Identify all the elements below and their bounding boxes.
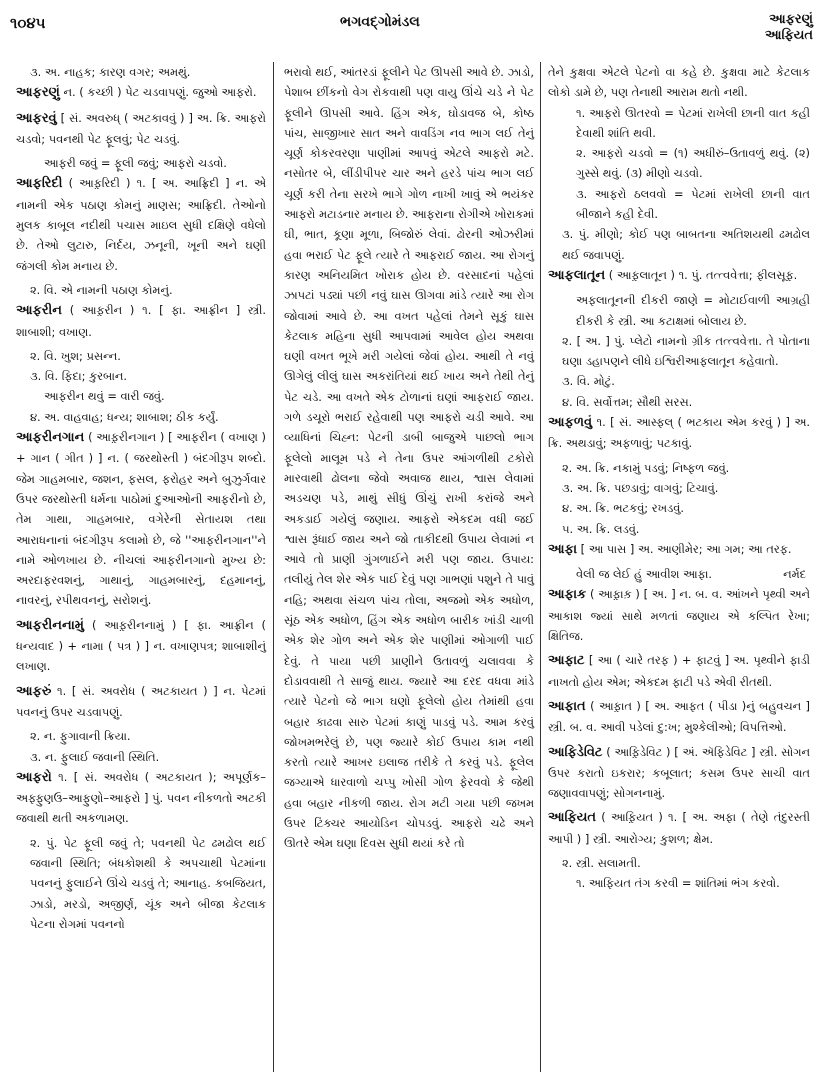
sense-line: ૨. સ્ત્રી. સલામતી. (562, 855, 641, 870)
definition-text: ( આફ઼ાક઼ ) [ અ. ] ન. બ. વ. આંખને પૃથ્વી અને આકાશ જ્યાં સાથે મળતાં જણાય એ કલ્પિત રેખા; ક્ષિતિજ. (548, 587, 810, 644)
definition-text: ૧. [ સં. આસ્ફલ્ ( ભટકાય એમ કરવું ) ] અ. ક્રિ. અથડાવું; અફળાવું; પટકાવું. (548, 415, 810, 451)
sense-line: ૨. ન. ફુગાવાની ક્રિયા. (30, 729, 131, 744)
headword: આફાક (548, 587, 587, 603)
headword: આફરો (16, 769, 52, 785)
dictionary-entry (16, 427, 266, 611)
dictionary-entry (16, 173, 266, 275)
sense-line: ૪. વિ. સર્વોત્તમ; સૌથી સરસ. (562, 394, 693, 409)
sense-line: ૨. [ અ. ] પું. પ્લેટો નામનો ગ્રીક તત્ત્વવેત્તા. તે પોતાના ઘણા ડહાપણને લીધે ઇશ્વિરીઆફલાતૂન કહેવાતો. (562, 333, 810, 369)
sense-line: ૨. પું. પેટ ફૂલી જવું તે; પવનથી પેટ ઢમઢોલ થઈ જવાની સ્થિતિ; બંધકોશથી કે અપચાથી પેટમાંના પવનનું ફુલાઈને ઊંચે ચડવું તે; આનાહ. કબજિયત, ઝાડો, મરડો, અજીર્ણ, ચૂંક અને બીજા કેટલાક પેટના રોગમાં પવનનો (30, 835, 266, 931)
definition-text: ( આફ઼િડેવિટ ) [ અં. ઍફિડેવિટ ] સ્ત્રી. સોગન ઉપર કરાતો ઇકરાર; કબૂલાત; કસમ ઉપર સાચી વાત જણાવવાપણું; સોગનનામું. (548, 744, 810, 801)
dictionary-entry (548, 696, 810, 738)
idiom-line: ૨. આફરો ચડવો = (૧) અધીરું–ઉતાવળું થવું. (૨) ગુસ્સે થવું. (૩) મીણો ચડવો. (576, 146, 810, 181)
idiom-line: આફરી જવું = ફૂલી જવું; આફરો ચડવો. (44, 156, 227, 171)
dictionary-entry (16, 681, 266, 723)
dictionary-entry (16, 767, 266, 829)
sense-line: ૪. અ. ક્રિ. ભટકવું; રખડવું. (562, 501, 684, 516)
sense-line: ૩. વિ. ફિદા; કુરબાન. (30, 369, 128, 384)
page-header (0, 8, 825, 48)
definition-text: ( આફ઼રીનગાન ) [ આફરીન ( વખાણ ) + ગાન ( ગીત ) ] ન. ( જરથોસ્તી ) બંદગીરૂપ શબ્દો. જેમ ગાહમબાર, જશન, ફસલ, ફરોહર અને બુઝુર્ગવાર ઉપર જરથોસ્તી ધર્મના પાઠોમાં દુઆઓની આફરીનો છે, તેમ ગાથા, ગાહમબાર, વગેરેની સેતાયશ તથા આરાધનાનાં બંદગીરૂપ કલામો છે, જે ''આફરીનગાન''ને નામે ઓળખાય છે. નીચલાં આફરીનગાનો મુખ્ય છે: અરદાફરવશનું, ગાથાનું, ગાહમબારનું, દહમાનનું, નાવરનું, રપીથવનનું, સરોશનું. (16, 430, 266, 608)
running-title: ભગવદ્ગોમંડલ (340, 14, 420, 30)
headword: આફાટ (548, 653, 585, 669)
headword: આફરીન (16, 303, 62, 319)
citation-source: નર્મદ (783, 567, 806, 582)
paragraph: તેને કુક્ષવા એટલે પેટનો વા કહે છે. કુક્ષવા માટે કેટલાક લોકો ડામે છે, પણ તેનાથી આરામ થતો નથી. (548, 65, 810, 100)
guide-word-first: આફરણું (769, 12, 813, 27)
sense-line: ૪. અ. વાહવાહ; ધન્ય; શાબાશ; ઠીક કર્યું. (30, 409, 219, 424)
headword: આફરણું (16, 85, 60, 101)
citation (548, 564, 810, 584)
sense-line: ૩. અ. નાહક; કારણ વગર; અમથું. (30, 65, 191, 79)
headword: આફલાતૂન (548, 267, 606, 283)
sense-line: ૩. ન. ફુલાઈ જવાની સ્થિતિ. (30, 749, 160, 764)
dictionary-entry (16, 615, 266, 677)
definition-text: ( આફ઼રીન ) ૧. [ ફા. આફ્રીન ] સ્ત્રી. શાબાશી; વખાણ. (16, 303, 266, 339)
guide-words (765, 12, 813, 44)
column-divider (540, 62, 541, 1072)
definition-text: ( આફ઼રીનનામું ) [ ફા. આફ્રીન ( ધન્યવાદ ) + નામા ( પત્ર ) ] ન. વખાણપત્ર; શાબાશીનું લખાણ. (16, 617, 266, 674)
citation-text: વેલી જ લેઈ હું આવીશ આફા. (576, 567, 713, 582)
definition-text: ( આફ઼ાત ) [ અ. આફત ( પીડા )નું બહુવચન ] સ્ત્રી. બ. વ. આવી પડેલાં દુ:ખ; મુશ્કેલીઓ; વિપત્તિઓ. (548, 698, 810, 735)
dictionary-entry (16, 300, 266, 342)
dictionary-entry (548, 539, 810, 560)
definition-text: [ આ ( ચારે તરફ ) + ફાટવું ] અ. પૃથ્વીને ફાડી નાખતો હોય એમ; એકદમ ફાટી પડે એવી રીતથી. (548, 653, 810, 689)
definition-text: ( આફ઼િયત ) ૧. [ અ. અફા ( તેણે તંદુરસ્તી આપી ) ] સ્ત્રી. આરોગ્ય; કુશળ; ક્ષેમ. (548, 810, 810, 846)
sense-line: ૩. અ. ક્રિ. પછડાવું; વાગવું; ટિચાવું. (562, 480, 719, 495)
definition-text: ૧. [ સં. અવરોધ ( અટકાયત ); અપૂર્ણક–અફ્ફુણઉ–આફુણો–આફરો ] પું. પવન નીકળતો અટકી જવાથી થતી અકળામણ. (16, 769, 266, 826)
sense-line: ૩. વિ. મોટું. (562, 374, 615, 389)
dictionary-entry (548, 412, 810, 454)
dictionary-entry (548, 584, 810, 646)
headword: આફરીનનામું (16, 617, 84, 633)
sense-line: ૨. વિ. ખુશ; પ્રસન્ન. (30, 348, 121, 363)
column-left (16, 62, 266, 934)
dictionary-entry (16, 108, 266, 150)
idiom-line: અફલાતૂનની દીકરી જાણે = મોટાઈવાળી આગ્રહી દીકરી કે સ્ત્રી. આ કટાક્ષમાં બોલાય છે. (576, 293, 810, 328)
paragraph: ભરાવો થઈ, આંતરડાં ફૂલીને પેટ ઊપસી આવે છે. ઝાડો, પેશાબ છીંકનો વેગ રોકવાથી પણ વાયુ ઊંચે ચડે ને પેટ ફૂલીને ઊપસી આવે. હિંગ એક, ઘોડાવજ બે, કોષ્ઠ પાંચ, સાજીખાર સાત અને વાવડિંગ નવ ભાગ લઈ તેનું ચૂર્ણ કોકરવરણા પાણીમાં આપવું એટલે આફરો મટે. નસોતર બે, લીંડીપીપર ચાર અને હરડે પાંચ ભાગ લઈ ચૂર્ણ કરી તેના સરખે ભાગે ગોળ નાખી ખાવું એ ભયંકર આફરો મટાડનાર મનાય છે. આફરાના રોગીએ ખોરાકમાં ઘી, ભાત, કૂણા મૂળા, બિજોરું લેવાં. ઢોરની ઓઝરીમાં હવા ભરાઈ પેટ ફૂલે ત્યારે તે આફરાઈ જાય. આ રોગનું કારણ અનિયમિત ખોરાક હોય છે. વરસાદનાં પહેલાં ઝાપટાં પડ્યાં પછી નવું ઘાસ ઊગવા માંડે ત્યારે આ રોગ જોવામાં આવે છે. આ વખત પહેલાં તેમને સૂકું ઘાસ કેટલાક મહિના સુધી આપવામાં આવેલ હોય અથવા ઘણી વખત ભૂખે મરી ગયેલાં જેવાં હોય. આથી તે નવું ઊગેલું લીલું ઘાસ અકરાંતિયાં થઈ ખાય અને તેથી તેનું પેટ ચડે. આ વખતે એક ટોળાનાં ઘણાં આફરાઈ જાય. ગળે ડચૂરો ભરાઈ રહેવાથી પણ આફરો ચડી આવે. આ વ્યાધિનાં ચિહ્ન: પેટની ડાબી બાજુએ પાછલો ભાગ ફૂલેલો માલૂમ પડે ને તેના ઉપર આંગળીથી ટકોરો મારવાથી ઢોલના જેવો અવાજ થાય, શ્વાસ લેવામાં અડચણ પડે, માથું સીધું ઊંચું રાખી કરાંજે અને અકડાઈ ગયેલું જણાય. આફરો એકદમ વધી જઈ શ્વાસ રૂંધાઈ જાય અને જો તાકીદથી ઉપાય લેવામાં ન આવે તો પ્રાણી ગુંગળાઈને મરી પણ જાય. ઉપાય: તલીયું તેલ શેર એક પાઈ દેવું પણ ગાભણાં પશુને તે પાવું નહિ; અથવા સંચળ પાંચ તોલા, અજમો એક અધોળ, સૂંઠ એક અધોળ, હિંગ એક અધોળ બારીક ખાંડી ચાળી એક શેર ગોળ અને એક શેર પાણીમાં ઓગાળી પાઈ દેવું. તે પાયા પછી પ્રાણીને ઉતાવળું ચલાવવા કે દોડાવવાથી તે સાજું થાય. જ્યારે આ દરદ વધવા માંડે ત્યારે પેટનો જે ભાગ ઘણો ફૂલેલો હોય તેમાંથી હવા બહાર કાઢવા સારુ પેટમાં કાણું પાડવું પડે. આમ કરવું જોખમભરેલું છે, પણ જ્યારે કોઈ ઉપાય કામ નથી કરતો ત્યારે આખર ઇલાજ તરીકે તે કરવું પડે. ફૂલેલ જગ્યાએ ધારવાળો ચપ્પુ ખોસી ગોળ ફેરવવો કે જેથી હવા બહાર નીકળી જાય. રોગ મટી ગયા પછી જખમ ઉપર ટિંક્ચર આયોડિન ચોપડવું. આફરો ચઢે અને ઊતરે એમ ઘણા દિવસ સુધી થયાં કરે તો (284, 65, 534, 851)
definition-text: [ સં. અવરુધ્ ( અટકાવવું ) ] અ. ક્રિ. આફરો ચડવો; પવનથી પેટ ફૂલવું; પેટ ચડવું. (16, 110, 266, 146)
dictionary-entry (548, 265, 810, 286)
sense-line: ૫. અ. ક્રિ. લડવું. (562, 521, 640, 536)
headword: આફરવું (16, 110, 57, 126)
sense-line: ૩. પું. મીણો; કોઈ પણ બાબતના અતિશયથી ઢમઢોલ થઈ જવાપણું. (562, 227, 810, 262)
idiom-line: ૧. આફરો ઊતરવો = પેટમાં રાખેલી છાની વાત કહી દેવાથી શાંતિ થવી. (576, 105, 810, 140)
idiom-line: ૩. આફરો ઠલવવો = પેટમાં રાખેલી છાની વાત બીજાને કહી દેવી. (576, 186, 810, 222)
definition-text: ( આફ઼લાતૂન ) ૧. પું. તત્ત્વવેત્તા; ફીલસૂફ. (605, 267, 798, 282)
definition-text: [ આ પાસ ] અ. આણીમેર; આ ગમ; આ તરફ. (577, 541, 792, 556)
headword: આફરીનગાન (16, 430, 85, 446)
dictionary-entry (548, 650, 810, 692)
definition-text: ન. ( કચ્છી ) પેટ ચડવાપણું. જુઓ આફરો. (59, 85, 257, 100)
column-divider (273, 62, 274, 1072)
column-right (548, 62, 810, 894)
sense-line: ૨. વિ. એ નામની પઠાણ કોમનું. (30, 282, 173, 297)
idiom-line: ૧. આફિયત તંગ કરવી = શાંતિમાં ભંગ કરવો. (576, 876, 780, 891)
headword: આફરું (16, 683, 52, 699)
headword: આફરિદી (16, 176, 63, 192)
dictionary-entry (548, 807, 810, 849)
headword: આફિડેવિટ (548, 744, 603, 760)
guide-word-last: આફિયત (764, 28, 813, 43)
sense-line: ૨. અ. ક્રિ. નકામું પડવું; નિષ્ફળ જવું. (562, 460, 730, 475)
headword: આફાત (548, 698, 586, 714)
page-number: ૧૦૪૫ (10, 14, 46, 32)
definition-text: ૧. [ સં. અવરોધ ( અટકાયત ) ] ન. પેટમાં પવનનું ઉપર ચડવાપણું. (16, 683, 266, 719)
headword: આફળવું (548, 415, 593, 431)
dictionary-entry (548, 742, 810, 804)
idiom-line: આફરીન થવું = વારી જવું. (44, 389, 165, 404)
definition-text: ( આફ઼રિદી ) ૧. [ અ. આફ્રિદી ] ન. એ નામની એક પઠાણ કોમનું માણસ; આફ્રિદી. તેઓનો મુલક કાબૂલ નદીથી પચાસ માઇલ સુધી દક્ષિણે વધેલો છે. તેઓ લુટારુ, નિર્દય, ઝનૂની, ખૂની અને ઘણી જંગલી કોમ મનાય છે. (16, 176, 266, 273)
headword: આફિયત (548, 810, 597, 826)
dictionary-entry (16, 82, 266, 103)
headword: આફા (548, 541, 578, 557)
column-middle (284, 62, 534, 854)
